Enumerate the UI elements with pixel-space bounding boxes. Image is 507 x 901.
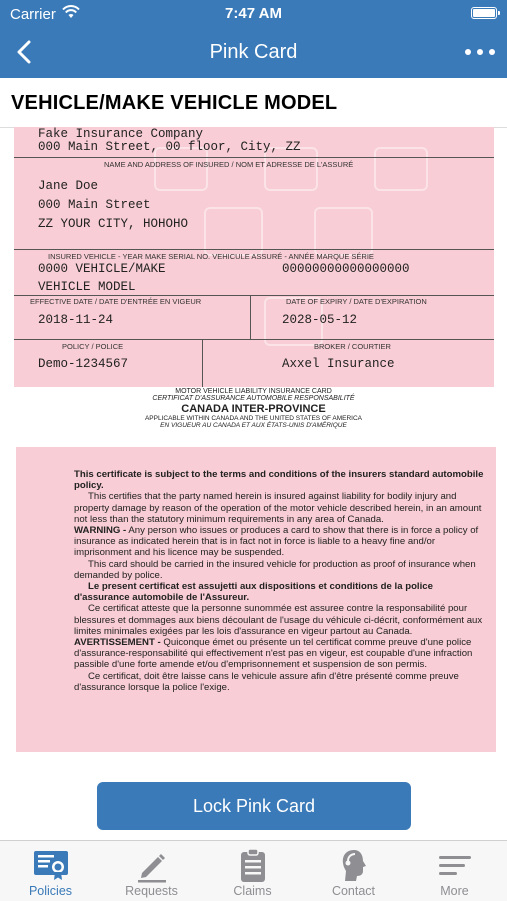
clipboard-icon bbox=[235, 847, 271, 883]
label-effective: EFFECTIVE DATE / DATE D'ENTRÉE EN VIGEUR bbox=[30, 297, 202, 306]
page-title: Pink Card bbox=[209, 41, 298, 63]
pink-card-back bbox=[16, 447, 496, 752]
terms-p7: Quiconque émet ou présente un tel certificat comme preuve d'une police d'assurance-responsabilité qui effectivement n'est pas en vigeur, est coupable d'une infraction passible d'une forte amende et/ou d'emprisonnement et suspension de son permis. bbox=[74, 637, 473, 671]
tab-label: Policies bbox=[28, 884, 73, 898]
certificate-caption bbox=[0, 388, 507, 429]
effective-date: 2018-11-24 bbox=[38, 313, 114, 327]
lock-pink-card-button[interactable]: Lock Pink Card bbox=[97, 782, 411, 830]
terms-text bbox=[74, 469, 484, 693]
more-options-icon[interactable] bbox=[465, 40, 495, 64]
contact-icon bbox=[336, 847, 372, 883]
terms-p7-heading: AVERTISSEMENT - bbox=[74, 637, 161, 649]
label-expiry: DATE OF EXPIRY / DATE D'EXPIRATION bbox=[286, 297, 427, 306]
tab-policies[interactable] bbox=[0, 841, 101, 901]
tab-label: Contact bbox=[331, 884, 376, 898]
insured-street: 000 Main Street bbox=[38, 198, 151, 212]
terms-p3-heading: WARNING - bbox=[74, 525, 127, 537]
terms-p8: Ce certificat, doit être laisse cans le vehicule assure afin d'être présenté comme preuve d'assurance lorsque la police l'exige. bbox=[74, 670, 459, 693]
battery-icon bbox=[471, 7, 497, 19]
clock: 7:47 AM bbox=[225, 5, 282, 22]
pencil-icon bbox=[134, 847, 170, 883]
broker-name: Axxel Insurance bbox=[282, 357, 395, 371]
insurer-name: Fake Insurance Company bbox=[38, 127, 204, 141]
policies-icon bbox=[33, 847, 69, 883]
status-bar bbox=[0, 0, 507, 28]
terms-p5: Le present certificat est assujetti aux dispositions et conditions de la police d'assurance automobile de l'Assureur. bbox=[74, 581, 433, 604]
tab-label: Claims bbox=[233, 884, 272, 898]
caption-line-5: EN VIGUEUR AU CANADA ET AUX ÉTATS-UNIS D'AMÉRIQUE bbox=[160, 422, 347, 429]
navigation-bar bbox=[0, 28, 507, 78]
label-insured: NAME AND ADDRESS OF INSURED / NOM ET ADRESSE DE L'ASSURÉ bbox=[104, 160, 354, 169]
menu-lines-icon bbox=[437, 847, 473, 883]
vehicle-model: VEHICLE MODEL bbox=[38, 280, 136, 294]
tab-requests[interactable] bbox=[101, 841, 202, 901]
vehicle-make: 0000 VEHICLE/MAKE bbox=[38, 262, 166, 276]
tab-contact[interactable] bbox=[303, 841, 404, 901]
caption-line-1: MOTOR VEHICLE LIABILITY INSURANCE CARD bbox=[175, 388, 332, 395]
caption-line-2: CERTIFICAT D'ASSURANCE AUTOMOBILE RESPONSABILITÉ bbox=[152, 395, 355, 402]
vehicle-serial: 00000000000000000 bbox=[282, 262, 410, 276]
insurer-address: 000 Main Street, 00 floor, City, ZZ bbox=[38, 140, 301, 154]
tab-more[interactable] bbox=[404, 841, 505, 901]
label-broker: BROKER / COURTIER bbox=[314, 342, 391, 351]
policy-number: Demo-1234567 bbox=[38, 357, 129, 371]
terms-p1: This certificate is subject to the terms and conditions of the insurers standard automobile policy. bbox=[74, 469, 484, 492]
tab-claims[interactable] bbox=[202, 841, 303, 901]
tab-bar bbox=[0, 840, 507, 901]
caption-line-4: APPLICABLE WITHIN CANADA AND THE UNITED STATES OF AMERICA bbox=[144, 415, 363, 422]
terms-p2: This certifies that the party named herein is insured against liability for bodily injury and property damage by reason of the operation of the motor vehicle described herein, in an amount not less than the statutory minimum requirements in any area of Canada. bbox=[74, 491, 482, 525]
terms-p4: This card should be carried in the insured vehicle for production as proof of insurance when demanded by police. bbox=[74, 558, 476, 581]
pink-card-front bbox=[14, 127, 494, 387]
vehicle-title: VEHICLE/MAKE VEHICLE MODEL bbox=[11, 92, 338, 114]
crest-watermark bbox=[374, 147, 428, 191]
carrier-label: Carrier bbox=[10, 6, 56, 23]
tab-label: Requests bbox=[125, 884, 178, 898]
tab-label: More bbox=[440, 884, 469, 898]
label-vehicle: INSURED VEHICLE - YEAR MAKE SERIAL NO. VEHICULE ASSURÉ - ANNÉE MARQUE SÉRIE bbox=[48, 252, 374, 261]
label-policy: POLICY / POLICE bbox=[62, 342, 124, 351]
insured-city: ZZ YOUR CITY, HOHOHO bbox=[38, 217, 189, 231]
vehicle-header bbox=[0, 79, 507, 128]
terms-p6: Ce certificat atteste que la personne sunommée est assuree contre la responsabilité pour blessures et dommages aux biens découlant de l'usage du véhicule ci-décrit, conformément aux limites minimales exigées par les lois d'assurance en vigeur partout au Canada. bbox=[74, 603, 483, 637]
terms-p3: Any person who issues or produces a card to show that there is in force a policy of insurance as indicated herein that is in fact not in force is liable to a heavy fine and/or imprisonment and his licence may be suspended. bbox=[74, 525, 479, 559]
caption-line-3: CANADA INTER-PROVINCE bbox=[181, 403, 326, 415]
expiry-date: 2028-05-12 bbox=[282, 313, 358, 327]
insured-name: Jane Doe bbox=[38, 179, 99, 193]
